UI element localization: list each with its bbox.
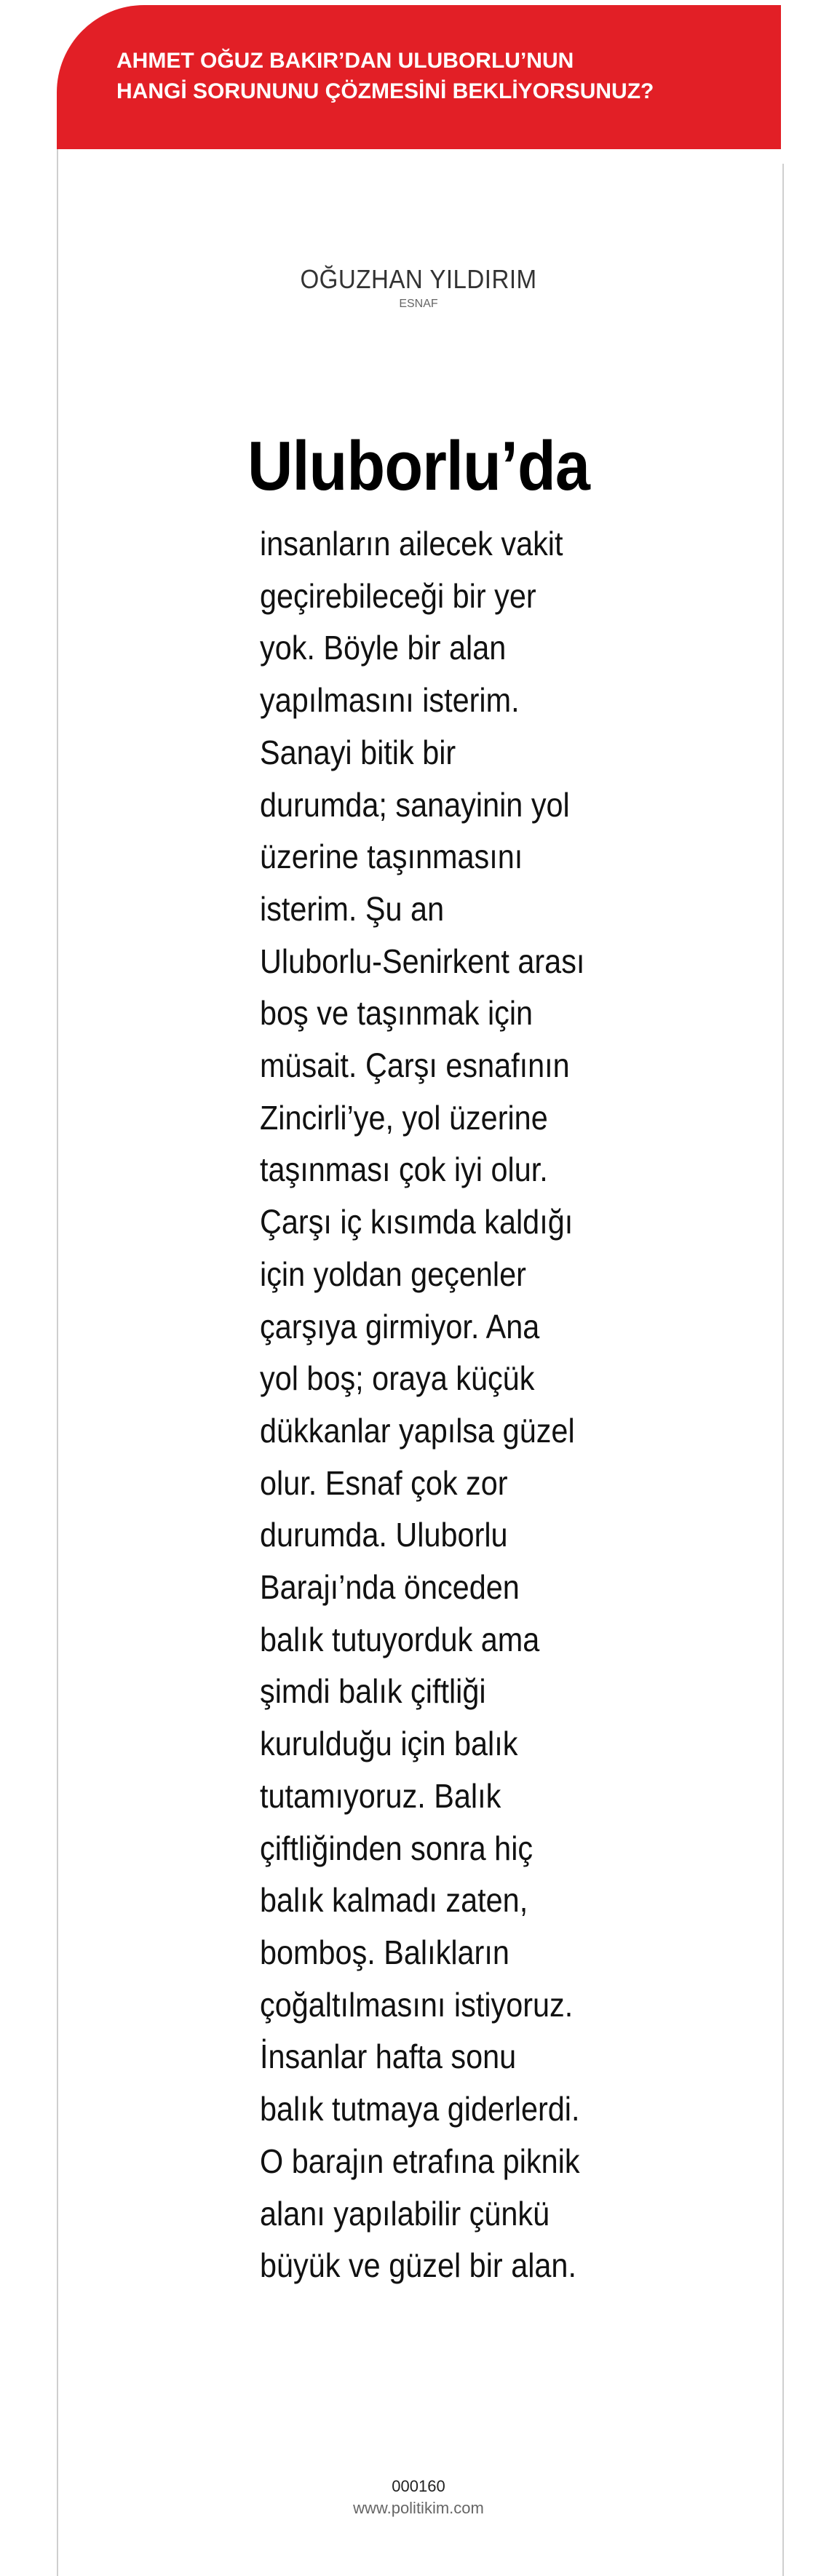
person-block <box>0 263 837 311</box>
body-line: balık tutuyorduk ama <box>260 1620 540 1658</box>
headline: Uluborlu’da <box>247 427 590 505</box>
body-line: durumda. Uluborlu <box>260 1516 508 1554</box>
body-line: çiftliğinden sonra hiç <box>260 1829 533 1867</box>
body-line: kurulduğu için balık <box>260 1725 518 1763</box>
body-line: İnsanlar hafta sonu <box>260 2038 517 2076</box>
body-line: geçirebileceği bir yer <box>260 576 536 615</box>
body-line: şimdi balık çiftliği <box>260 1672 486 1711</box>
body-line: taşınması çok iyi olur. <box>260 1150 548 1189</box>
body-line: yol boş; oraya küçük <box>260 1359 535 1398</box>
left-border-line <box>57 149 58 2576</box>
body-line: bomboş. Balıkların <box>260 1933 509 1971</box>
right-border-line <box>782 164 784 2576</box>
body-line: Sanayi bitik bir <box>260 733 456 771</box>
body-line: balık tutmaya giderlerdi. <box>260 2090 580 2128</box>
body-line: Çarşı iç kısımda kaldığı <box>260 1203 574 1241</box>
body-line: balık kalmadı zaten, <box>260 1881 528 1920</box>
body-line: Zincirli’ye, yol üzerine <box>260 1098 548 1137</box>
person-role: ESNAF <box>399 298 438 310</box>
body-line: büyük ve güzel bir alan. <box>260 2246 576 2285</box>
body-line: yok. Böyle bir alan <box>260 629 507 667</box>
person-name: OĞUZHAN YILDIRIM <box>300 264 537 294</box>
body-line: alanı yapılabilir çünkü <box>260 2194 550 2233</box>
body-line: isterim. Şu an <box>260 889 445 928</box>
body-line: Uluborlu-Senirkent arası <box>260 942 585 980</box>
body-line: insanların ailecek vakit <box>260 525 563 562</box>
footer <box>0 2476 837 2519</box>
banner-line-1: AHMET OĞUZ BAKIR’DAN ULUBORLU’NUN <box>116 49 574 73</box>
body-line: olur. Esnaf çok zor <box>260 1463 508 1502</box>
question-banner <box>57 5 781 149</box>
body-line: O barajın etrafına piknik <box>260 2142 580 2180</box>
banner-line-2: HANGİ SORUNUNU ÇÖZMESİNİ BEKLİYORSUNUZ? <box>116 79 654 103</box>
body-line: boş ve taşınmak için <box>260 994 533 1033</box>
body-line: üzerine taşınmasını <box>260 838 523 876</box>
body-line: müsait. Çarşı esnafının <box>260 1046 570 1085</box>
footer-code: 000160 <box>392 2477 445 2495</box>
body-line: durumda; sanayinin yol <box>260 785 570 824</box>
body-line: çarşıya girmiyor. Ana <box>260 1307 540 1345</box>
body-text <box>260 518 609 2292</box>
footer-url: www.politikim.com <box>353 2499 484 2517</box>
body-line: dükkanlar yapılsa güzel <box>260 1411 575 1450</box>
body-line: için yoldan geçenler <box>260 1255 526 1293</box>
body-line: yapılmasını isterim. <box>260 681 520 720</box>
body-line: çoğaltılmasını istiyoruz. <box>260 1985 574 2024</box>
body-line: Barajı’nda önceden <box>260 1568 520 1607</box>
body-line: tutamıyoruz. Balık <box>260 1776 501 1815</box>
